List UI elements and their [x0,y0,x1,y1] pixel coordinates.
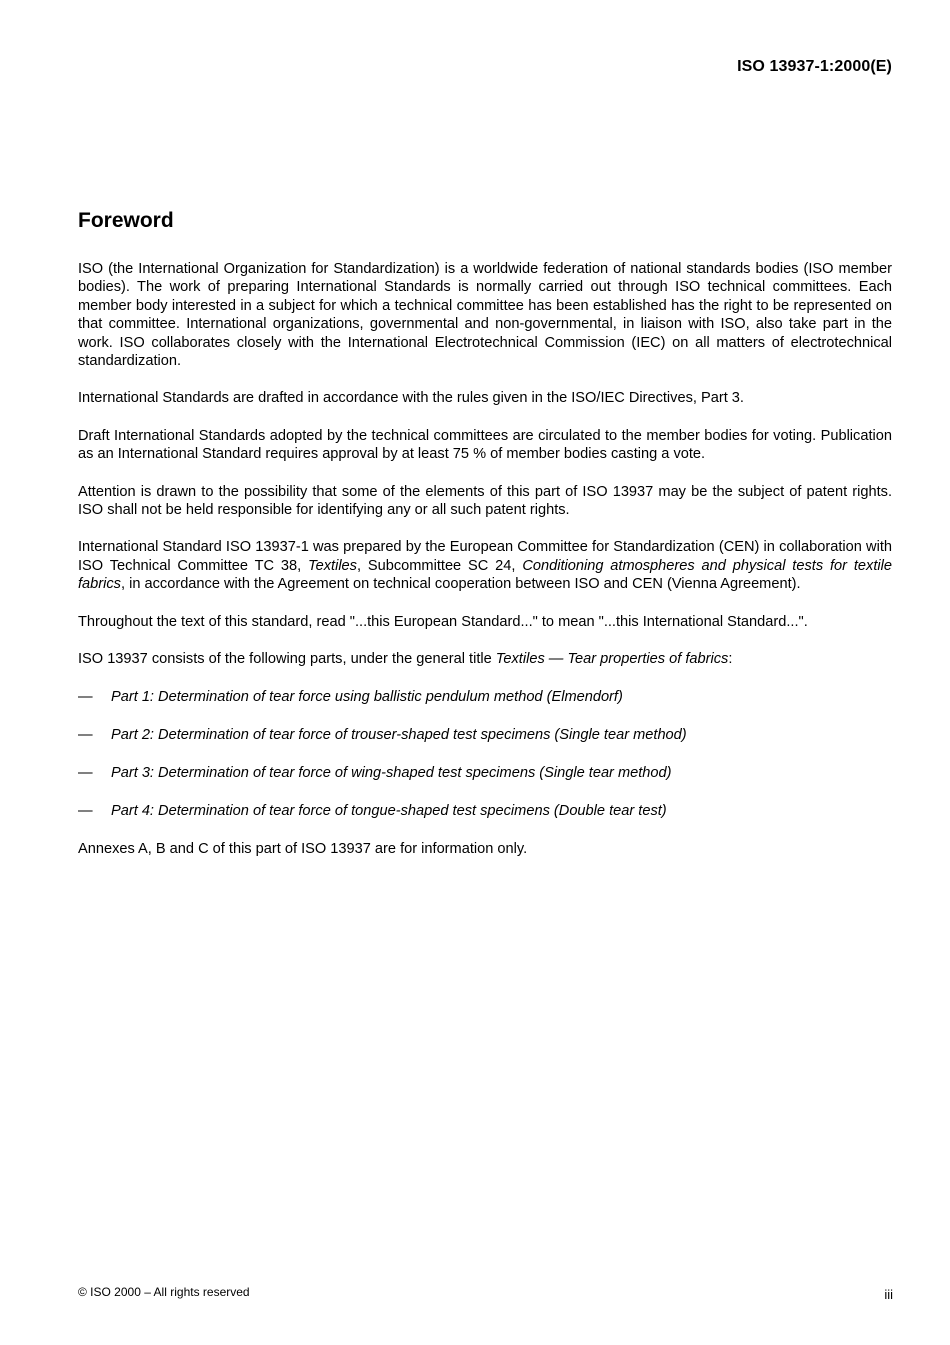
part-3-title: Part 3: Determination of tear force of wing-shaped test specimens (Single tear method) [111,764,672,781]
paragraph-draft-standards: Draft International Standards adopted by the technical committees are circulated to the member bodies for voting. Publication as an International Standard requires approval by at least 75 % of member bodies casting a vote. [78,427,892,463]
list-item-part-3 [78,764,892,782]
page-number: iii [884,1287,893,1302]
foreword-body [78,260,892,877]
dash-bullet: — [78,726,93,743]
dash-bullet: — [78,802,93,819]
part-4-title: Part 4: Determination of tear force of tongue-shaped test specimens (Double tear test) [111,802,667,819]
committee-name-italic: Textiles [308,557,357,574]
preparation-text-c: , Subcommittee SC 24, [356,557,523,574]
dash-bullet: — [78,764,93,781]
paragraph-annexes: Annexes A, B and C of this part of ISO 13937 are for information only. [78,840,528,857]
paragraph-directives: International Standards are drafted in accordance with the rules given in the ISO/IEC Directives, Part 3. [78,390,744,407]
list-item-part-2 [78,726,892,744]
paragraph-read-as: Throughout the text of this standard, read "...this European Standard..." to mean "...this International Standard...". [78,613,808,630]
part-2-title: Part 2: Determination of tear force of trouser-shaped test specimens (Single tear method) [111,726,687,743]
parts-intro-text-a: ISO 13937 consists of the following parts, under the general title [78,651,496,668]
dash-bullet: — [78,688,93,705]
document-id-header: ISO 13937-1:2000(E) [737,58,892,75]
general-title-italic: Textiles — Tear properties of fabrics [495,651,729,668]
part-1-title: Part 1: Determination of tear force using ballistic pendulum method (Elmendorf) [111,688,623,705]
paragraph-preparation [78,538,892,593]
paragraph-patent-rights: Attention is drawn to the possibility that some of the elements of this part of ISO 13937 may be the subject of patent rights. ISO shall not be held responsible for identifying any or all such patent rights. [78,483,892,519]
subcommittee-name-italic: Conditioning atmospheres and physical tests for textile fabrics [78,557,892,593]
copyright-footer: © ISO 2000 – All rights reserved [78,1285,250,1299]
parts-intro-text-c: : [728,651,733,668]
list-item-part-1 [78,688,892,706]
preparation-text-a: International Standard ISO 13937-1 was prepared by the European Committee for Standardization (CEN) in collaboration with ISO Technical Committee TC 38, [78,539,892,574]
preparation-text-e: , in accordance with the Agreement on technical cooperation between ISO and CEN (Vienna Agreement). [120,576,801,593]
paragraph-iso-intro: ISO (the International Organization for Standardization) is a worldwide federation of national standards bodies (ISO member bodies). The work of preparing International Standards is normally carried out through ISO technical committees. Each member body interested in a subject for which a technical committee has been established has the right to be represented on that committee. International organizations, governmental and non-governmental, in liaison with ISO, also take part in the work. ISO collaborates closely with the International Electrotechnical Commission (IEC) on all matters of electrotechnical standardization. [78,261,892,370]
page-title: Foreword [78,209,174,232]
list-item-part-4 [78,802,892,820]
paragraph-parts-intro [78,650,892,668]
